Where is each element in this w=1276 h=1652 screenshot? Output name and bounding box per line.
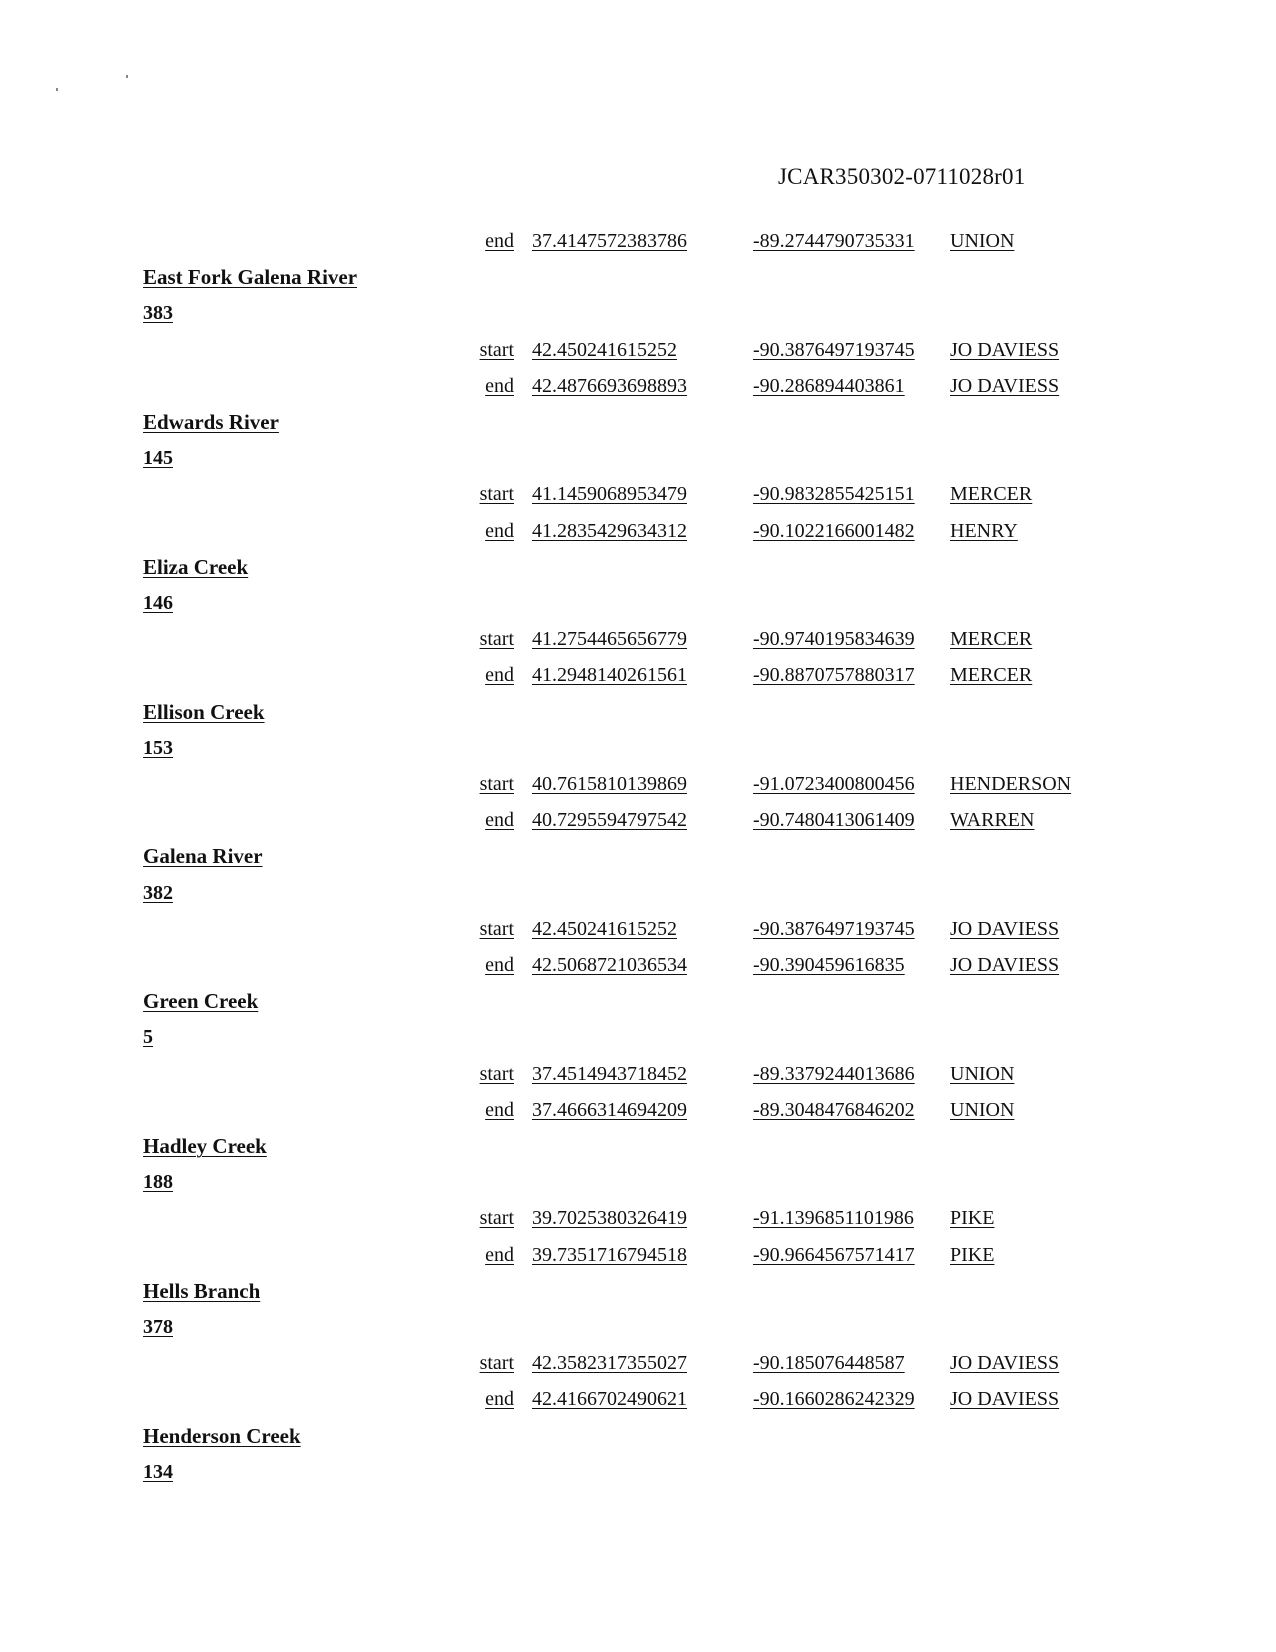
scan-speck	[56, 88, 58, 91]
point-label: end	[485, 1243, 514, 1266]
point-label: end	[485, 809, 514, 832]
stream-name: Ellison Creek	[143, 699, 265, 724]
longitude: -91.0723400800456	[753, 773, 915, 795]
latitude: 42.4166702490621	[532, 1388, 687, 1411]
latitude: 39.7025380326419	[532, 1207, 687, 1230]
point-label: start	[479, 917, 514, 940]
county: MERCER	[950, 664, 1033, 687]
stream-name-row	[0, 1131, 1276, 1161]
county: PIKE	[950, 1243, 995, 1266]
stream-id-row	[0, 443, 1276, 473]
stream-name: Edwards River	[143, 410, 279, 434]
coordinate-row	[0, 805, 1276, 835]
longitude: -90.185076448587	[753, 1352, 905, 1375]
point-label: start	[479, 1352, 514, 1375]
stream-name-row	[0, 986, 1276, 1016]
latitude: 42.450241615252	[532, 917, 677, 940]
stream-name-row	[0, 262, 1276, 292]
county: WARREN	[950, 809, 1035, 832]
stream-name-row	[0, 407, 1276, 437]
latitude: 37.4514943718452	[532, 1062, 687, 1085]
stream-id-row	[0, 733, 1276, 763]
stream-id: 145	[143, 447, 173, 470]
stream-name-row	[0, 1421, 1276, 1451]
stream-id: 134	[143, 1460, 173, 1483]
latitude: 41.1459068953479	[532, 483, 687, 506]
scan-speck	[126, 75, 128, 78]
point-label: end	[485, 1098, 514, 1121]
longitude: -90.3876497193745	[753, 338, 915, 361]
latitude: 42.4876693698893	[532, 374, 687, 397]
latitude: 42.450241615252	[532, 338, 677, 361]
coordinate-row	[0, 769, 1276, 799]
point-label: end	[485, 1388, 514, 1411]
longitude: -90.286894403861	[753, 374, 905, 397]
stream-id-row	[0, 588, 1276, 618]
county: JO DAVIESS	[950, 1352, 1060, 1375]
stream-id: 383	[143, 302, 173, 325]
stream-id: 382	[143, 881, 173, 904]
stream-id-row	[0, 878, 1276, 908]
latitude: 39.7351716794518	[532, 1243, 687, 1266]
county: JO DAVIESS	[950, 338, 1060, 361]
longitude: -90.7480413061409	[753, 809, 915, 832]
stream-id-row	[0, 1457, 1276, 1487]
document-id: JCAR350302-0711028r01	[778, 164, 1026, 189]
longitude: -89.3379244013686	[753, 1062, 915, 1085]
stream-id: 188	[143, 1171, 173, 1194]
stream-name: Galena River	[143, 844, 263, 869]
longitude: -89.2744790735331	[753, 230, 915, 252]
county: UNION	[950, 1062, 1015, 1085]
coordinate-row	[0, 914, 1276, 944]
county: HENRY	[950, 519, 1018, 542]
coordinate-row	[0, 371, 1276, 401]
stream-name-row	[0, 1276, 1276, 1306]
latitude: 41.2754465656779	[532, 628, 687, 651]
stream-id-row	[0, 1022, 1276, 1052]
coordinate-row	[0, 660, 1276, 690]
longitude: -90.390459616835	[753, 954, 905, 976]
point-label: end	[485, 374, 514, 397]
stream-name: Hadley Creek	[143, 1134, 267, 1158]
coordinate-row	[0, 335, 1276, 365]
longitude: -90.1660286242329	[753, 1388, 915, 1411]
stream-id: 153	[143, 736, 173, 759]
latitude: 42.3582317355027	[532, 1352, 687, 1375]
stream-id-row	[0, 1312, 1276, 1342]
county: JO DAVIESS	[950, 917, 1060, 940]
latitude: 40.7615810139869	[532, 773, 687, 795]
county: PIKE	[950, 1207, 995, 1230]
coordinate-row	[0, 1384, 1276, 1414]
point-label: start	[479, 1062, 514, 1085]
county: JO DAVIESS	[950, 1388, 1060, 1411]
coordinate-row	[0, 1240, 1276, 1270]
stream-name-row	[0, 697, 1276, 727]
longitude: -91.1396851101986	[753, 1207, 914, 1230]
county: JO DAVIESS	[950, 374, 1060, 397]
county: MERCER	[950, 628, 1033, 651]
point-label: end	[485, 519, 514, 542]
latitude: 40.7295594797542	[532, 809, 687, 832]
stream-name-row	[0, 841, 1276, 871]
county: JO DAVIESS	[950, 954, 1060, 976]
latitude: 41.2948140261561	[532, 664, 687, 687]
coordinate-row	[0, 624, 1276, 654]
point-label: end	[485, 954, 514, 976]
county: MERCER	[950, 483, 1033, 506]
point-label: start	[479, 338, 514, 361]
coordinate-row	[0, 516, 1276, 546]
stream-name: Green Creek	[143, 989, 259, 1014]
county: UNION	[950, 1098, 1015, 1121]
longitude: -90.1022166001482	[753, 519, 915, 542]
point-label: start	[479, 1207, 514, 1230]
coordinate-row	[0, 479, 1276, 509]
stream-name: Hells Branch	[143, 1278, 261, 1303]
stream-id: 5	[143, 1026, 153, 1049]
point-label: end	[485, 230, 514, 252]
stream-id-row	[0, 1167, 1276, 1197]
longitude: -90.9664567571417	[753, 1243, 915, 1266]
coordinate-row	[0, 1095, 1276, 1125]
coordinate-row	[0, 1348, 1276, 1378]
county: HENDERSON	[950, 773, 1072, 795]
latitude: 41.2835429634312	[532, 519, 687, 542]
coordinate-row	[0, 950, 1276, 980]
point-label: end	[485, 664, 514, 687]
point-label: start	[479, 773, 514, 795]
stream-name: Eliza Creek	[143, 554, 249, 579]
latitude: 37.4147572383786	[532, 230, 687, 252]
point-label: start	[479, 483, 514, 506]
longitude: -89.3048476846202	[753, 1098, 915, 1121]
coordinate-row	[0, 226, 1276, 256]
stream-name: East Fork Galena River	[143, 265, 358, 290]
longitude: -90.3876497193745	[753, 917, 915, 940]
latitude: 37.4666314694209	[532, 1098, 687, 1121]
coordinate-row	[0, 1059, 1276, 1089]
coordinate-row	[0, 1203, 1276, 1233]
stream-id-row	[0, 298, 1276, 328]
stream-id: 146	[143, 592, 173, 614]
longitude: -90.9832855425151	[753, 483, 915, 506]
county: UNION	[950, 230, 1015, 252]
latitude: 42.5068721036534	[532, 954, 687, 976]
longitude: -90.8870757880317	[753, 664, 915, 687]
stream-name-row	[0, 552, 1276, 582]
point-label: start	[479, 628, 514, 651]
longitude: -90.9740195834639	[753, 628, 915, 651]
stream-id: 378	[143, 1316, 173, 1338]
stream-name: Henderson Creek	[143, 1423, 301, 1448]
